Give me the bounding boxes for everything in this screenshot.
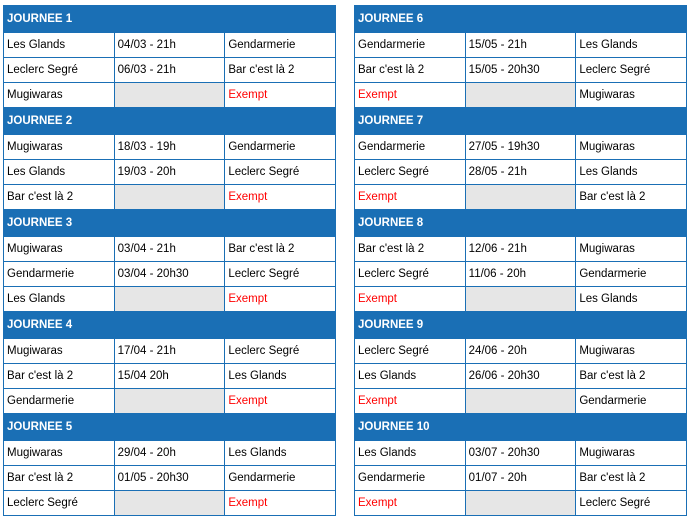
home-team-cell: Les Glands [355,364,466,389]
away-team-cell: Mugiwaras [576,135,687,160]
away-team-cell: Les Glands [576,160,687,185]
home-team-cell: Gendarmerie [4,389,115,414]
match-date-cell: 26/06 - 20h30 [465,364,576,389]
home-team-cell: Gendarmerie [355,135,466,160]
home-team-cell: Les Glands [4,33,115,58]
match-date-cell: 12/06 - 21h [465,237,576,262]
journee-title: JOURNEE 3 [4,210,336,237]
match-date-cell: 03/04 - 20h30 [114,262,225,287]
match-row [4,83,336,108]
match-date-cell: 27/05 - 19h30 [465,135,576,160]
away-team-cell: Leclerc Segré [225,339,336,364]
match-date-cell [465,389,576,414]
away-team-cell: Bar c'est là 2 [576,466,687,491]
home-team-cell: Bar c'est là 2 [355,58,466,83]
match-row [4,58,336,83]
journee-title: JOURNEE 6 [355,6,687,33]
schedule-table-right [354,5,687,516]
home-team-cell: Les Glands [4,287,115,312]
match-date-cell [114,287,225,312]
journee-header-row [4,312,336,339]
match-date-cell [114,491,225,516]
match-row [4,441,336,466]
home-team-cell: Les Glands [4,160,115,185]
journee-title: JOURNEE 2 [4,108,336,135]
journee-header-row [355,210,687,237]
journee-header-row [4,414,336,441]
journee-header-row [4,210,336,237]
journee-header-row [355,108,687,135]
away-team-cell: Exempt [225,185,336,210]
match-date-cell [465,287,576,312]
away-team-cell: Exempt [225,389,336,414]
away-team-cell: Gendarmerie [225,466,336,491]
match-date-cell: 28/05 - 21h [465,160,576,185]
away-team-cell: Mugiwaras [576,237,687,262]
match-row [355,466,687,491]
home-team-cell: Mugiwaras [4,441,115,466]
match-date-cell [114,389,225,414]
match-date-cell: 18/03 - 19h [114,135,225,160]
journee-header-row [355,414,687,441]
home-team-cell: Mugiwaras [4,237,115,262]
away-team-cell: Leclerc Segré [576,58,687,83]
away-team-cell: Les Glands [576,33,687,58]
match-date-cell: 03/07 - 20h30 [465,441,576,466]
match-row [355,364,687,389]
journee-title: JOURNEE 9 [355,312,687,339]
match-row [4,237,336,262]
away-team-cell: Gendarmerie [576,262,687,287]
match-row [4,364,336,389]
match-row [355,83,687,108]
home-team-cell: Bar c'est là 2 [4,466,115,491]
away-team-cell: Les Glands [225,441,336,466]
match-row [4,135,336,160]
match-row [4,491,336,516]
away-team-cell: Bar c'est là 2 [225,58,336,83]
journee-header-row [355,312,687,339]
match-row [355,287,687,312]
match-date-cell [465,185,576,210]
home-team-cell: Leclerc Segré [4,58,115,83]
match-row [4,160,336,185]
match-row [4,339,336,364]
away-team-cell: Leclerc Segré [225,160,336,185]
away-team-cell: Bar c'est là 2 [576,185,687,210]
match-row [355,160,687,185]
home-team-cell: Mugiwaras [4,83,115,108]
home-team-cell: Gendarmerie [355,33,466,58]
match-date-cell: 01/07 - 20h [465,466,576,491]
schedule-column-right [354,5,687,516]
match-date-cell: 04/03 - 21h [114,33,225,58]
journee-title: JOURNEE 10 [355,414,687,441]
match-row [355,491,687,516]
home-team-cell: Exempt [355,287,466,312]
match-row [4,466,336,491]
match-row [4,262,336,287]
match-date-cell [465,83,576,108]
journee-header-row [355,6,687,33]
away-team-cell: Exempt [225,491,336,516]
away-team-cell: Les Glands [225,364,336,389]
home-team-cell: Leclerc Segré [355,160,466,185]
match-row [355,237,687,262]
match-date-cell: 19/03 - 20h [114,160,225,185]
match-row [4,287,336,312]
away-team-cell: Bar c'est là 2 [225,237,336,262]
match-date-cell: 03/04 - 21h [114,237,225,262]
home-team-cell: Exempt [355,185,466,210]
away-team-cell: Mugiwaras [576,441,687,466]
schedule-table-left [3,5,336,516]
match-date-cell: 15/05 - 20h30 [465,58,576,83]
away-team-cell: Leclerc Segré [225,262,336,287]
journee-header-row [4,6,336,33]
match-date-cell: 24/06 - 20h [465,339,576,364]
schedule-column-left [3,5,336,516]
away-team-cell: Mugiwaras [576,339,687,364]
home-team-cell: Leclerc Segré [355,262,466,287]
match-date-cell: 17/04 - 21h [114,339,225,364]
match-row [4,33,336,58]
match-row [355,339,687,364]
home-team-cell: Mugiwaras [4,135,115,160]
match-row [355,135,687,160]
home-team-cell: Exempt [355,389,466,414]
match-row [4,185,336,210]
match-date-cell [114,83,225,108]
match-date-cell: 29/04 - 20h [114,441,225,466]
home-team-cell: Bar c'est là 2 [355,237,466,262]
journee-title: JOURNEE 1 [4,6,336,33]
away-team-cell: Leclerc Segré [576,491,687,516]
match-row [355,441,687,466]
home-team-cell: Exempt [355,491,466,516]
away-team-cell: Bar c'est là 2 [576,364,687,389]
home-team-cell: Gendarmerie [4,262,115,287]
journee-title: JOURNEE 7 [355,108,687,135]
home-team-cell: Exempt [355,83,466,108]
away-team-cell: Exempt [225,287,336,312]
match-row [355,185,687,210]
match-row [355,58,687,83]
match-row [355,33,687,58]
away-team-cell: Gendarmerie [225,135,336,160]
away-team-cell: Exempt [225,83,336,108]
home-team-cell: Bar c'est là 2 [4,364,115,389]
match-date-cell: 11/06 - 20h [465,262,576,287]
match-row [4,389,336,414]
match-date-cell: 15/04 20h [114,364,225,389]
home-team-cell: Mugiwaras [4,339,115,364]
match-date-cell [465,491,576,516]
journee-title: JOURNEE 8 [355,210,687,237]
home-team-cell: Bar c'est là 2 [4,185,115,210]
journee-header-row [4,108,336,135]
home-team-cell: Leclerc Segré [355,339,466,364]
home-team-cell: Les Glands [355,441,466,466]
match-row [355,262,687,287]
journee-title: JOURNEE 4 [4,312,336,339]
home-team-cell: Leclerc Segré [4,491,115,516]
match-date-cell: 06/03 - 21h [114,58,225,83]
away-team-cell: Les Glands [576,287,687,312]
match-date-cell [114,185,225,210]
journee-title: JOURNEE 5 [4,414,336,441]
away-team-cell: Gendarmerie [576,389,687,414]
match-date-cell: 01/05 - 20h30 [114,466,225,491]
match-date-cell: 15/05 - 21h [465,33,576,58]
away-team-cell: Gendarmerie [225,33,336,58]
match-row [355,389,687,414]
home-team-cell: Gendarmerie [355,466,466,491]
away-team-cell: Mugiwaras [576,83,687,108]
